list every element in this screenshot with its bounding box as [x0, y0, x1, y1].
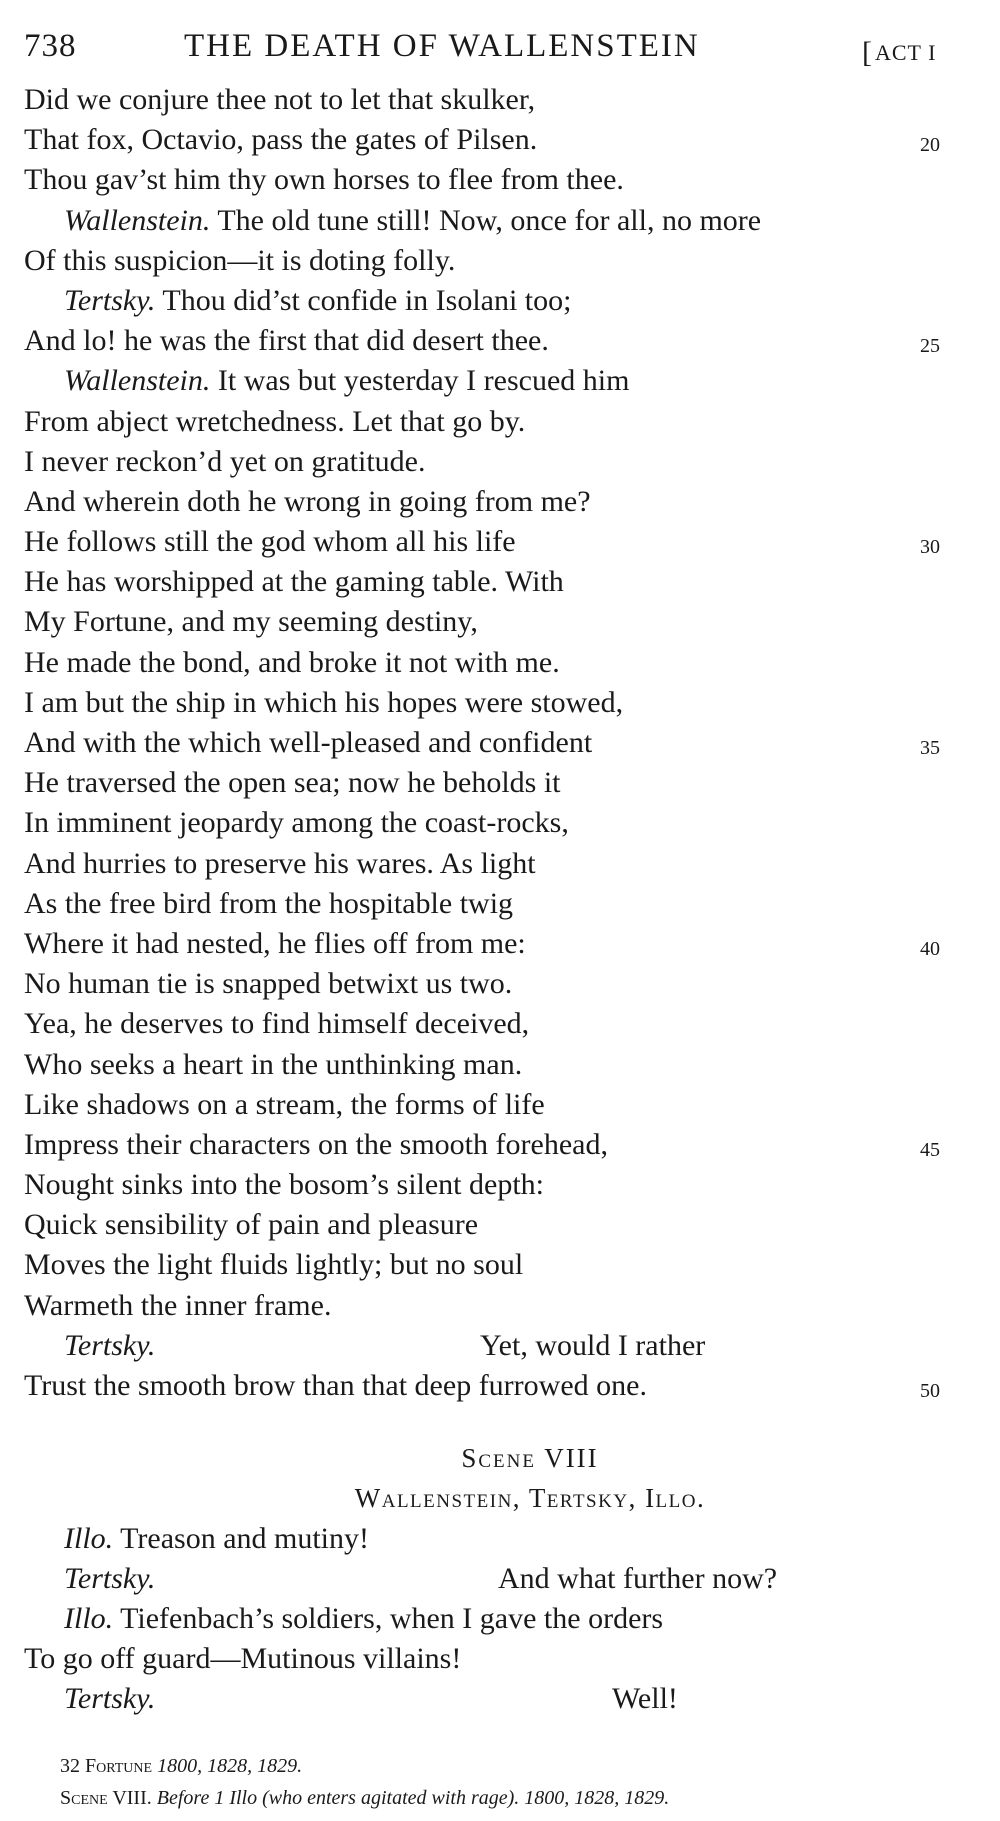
- verse-line: [0, 482, 1000, 522]
- line-text: Did we conjure thee not to let that skulker,: [24, 83, 536, 116]
- verse-line: [0, 1125, 1000, 1165]
- verse-line: [0, 1559, 1000, 1599]
- act-label: [ACT I: [862, 36, 937, 69]
- line-text: Thou gav’st him thy own horses to flee from thee.: [24, 163, 624, 197]
- line-number: 25: [920, 335, 940, 358]
- line-text: Tiefenbach’s soldiers, when I gave the orders: [113, 1601, 664, 1635]
- speaker-name: Tertsky.: [64, 283, 156, 317]
- verse-line: [0, 683, 1000, 723]
- running-title: THE DEATH OF WALLENSTEIN: [184, 28, 700, 64]
- line-text: Moves the light fluids lightly; but no soul: [24, 1248, 524, 1282]
- speaker-name: Illo.: [64, 1521, 114, 1555]
- line-text: Of this suspicion—it is doting folly.: [24, 243, 456, 277]
- line-text: I never reckon’d yet on gratitude.: [24, 444, 426, 478]
- line-content: [24, 1366, 647, 1406]
- line-continuation: And what further now?: [498, 1561, 778, 1595]
- line-text: And with the which well-pleased and confident: [24, 726, 593, 759]
- line-number: 35: [920, 737, 940, 759]
- line-number: 50: [920, 1380, 940, 1402]
- line-text: And lo! he was the first that did desert thee.: [24, 324, 549, 358]
- verse-line: [0, 402, 1000, 442]
- act-text: ACT I: [875, 40, 937, 65]
- verse-body: [0, 80, 1000, 1720]
- footnote-label: 32 Fortune: [60, 1755, 153, 1777]
- verse-line: [0, 80, 1000, 120]
- line-content: [64, 201, 761, 241]
- line-content: [64, 1326, 155, 1366]
- verse-lines: [0, 80, 1000, 1406]
- line-continuation: Well!: [612, 1682, 678, 1716]
- speaker-name: Wallenstein.: [64, 364, 211, 398]
- line-content: [24, 1639, 461, 1679]
- verse-line: [0, 602, 1000, 642]
- line-text: In imminent jeopardy among the coast-rocks,: [24, 806, 569, 840]
- footnote: [60, 1782, 960, 1814]
- speaker-name: Tertsky.: [64, 1561, 156, 1595]
- line-content: [24, 1165, 544, 1205]
- line-text: It was but yesterday I rescued him: [210, 364, 630, 398]
- line-number: 40: [920, 937, 940, 960]
- line-text: And wherein doth he wrong in going from me?: [24, 484, 591, 518]
- line-text: And hurries to preserve his wares. As light: [24, 846, 536, 880]
- line-content: [64, 1679, 155, 1719]
- line-content: [24, 683, 623, 723]
- verse-line: [0, 201, 1000, 241]
- verse-line: [0, 562, 1000, 602]
- verse-line: [0, 522, 1000, 562]
- line-content: [24, 562, 564, 602]
- line-content: [24, 80, 535, 120]
- line-content: [64, 1599, 663, 1639]
- line-content: [24, 160, 624, 200]
- line-continuation: Yet, would I rather: [480, 1328, 706, 1362]
- verse-line: [0, 1679, 1000, 1719]
- verse-line: [0, 321, 1000, 361]
- verse-line: [0, 1599, 1000, 1639]
- line-content: [24, 643, 560, 683]
- line-content: [24, 1004, 529, 1044]
- line-content: [64, 281, 571, 321]
- page-number: 738: [24, 28, 77, 64]
- line-content: [24, 482, 591, 522]
- verse-line: [0, 643, 1000, 683]
- line-content: [24, 844, 536, 884]
- verse-line: [0, 844, 1000, 884]
- line-text: That fox, Octavio, pass the gates of Pilsen.: [24, 123, 538, 157]
- line-text: Trust the smooth brow than that deep furrowed one.: [24, 1369, 647, 1402]
- line-content: [24, 924, 526, 964]
- line-content: [24, 321, 549, 361]
- line-content: [24, 241, 455, 281]
- line-content: [24, 884, 513, 924]
- verse-line: [0, 1004, 1000, 1044]
- line-text: Yea, he deserves to find himself deceived,: [24, 1007, 530, 1041]
- verse-line: [0, 1326, 1000, 1366]
- line-text: Impress their characters on the smooth forehead,: [24, 1127, 608, 1161]
- line-number: 20: [920, 134, 940, 157]
- verse-line: [0, 803, 1000, 843]
- scene-lines: [0, 1519, 1000, 1720]
- verse-line: [0, 1245, 1000, 1285]
- scene-heading: Scene VIII: [461, 1443, 599, 1474]
- line-text: I am but the ship in which his hopes were stowed,: [24, 685, 624, 719]
- line-text: He has worshipped at the gaming table. With: [24, 565, 564, 599]
- verse-line: [0, 1366, 1000, 1406]
- verse-line: [0, 723, 1000, 763]
- line-text: The old tune still! Now, once for all, no more: [210, 203, 762, 237]
- line-content: [24, 1125, 608, 1165]
- verse-line: [0, 1519, 1000, 1559]
- line-text: Who seeks a heart in the unthinking man.: [24, 1047, 523, 1081]
- verse-line: [0, 1085, 1000, 1125]
- verse-line: [0, 361, 1000, 401]
- line-text: He made the bond, and broke it not with me.: [24, 645, 560, 679]
- line-content: [24, 602, 478, 642]
- line-text: He follows still the god whom all his life: [24, 525, 516, 559]
- line-content: [24, 120, 537, 160]
- line-content: [24, 442, 426, 482]
- line-text: From abject wretchedness. Let that go by.: [24, 404, 526, 438]
- line-number: 45: [920, 1138, 940, 1161]
- verse-line: [0, 1639, 1000, 1679]
- line-content: [64, 361, 629, 401]
- verse-line: [0, 763, 1000, 803]
- verse-line: [0, 924, 1000, 964]
- line-content: [24, 1286, 331, 1326]
- line-text: Where it had nested, he flies off from me:: [24, 926, 526, 960]
- running-header: [24, 28, 954, 72]
- line-text: Warmeth the inner frame.: [24, 1288, 332, 1322]
- line-content: [64, 1519, 369, 1559]
- line-number: 30: [920, 536, 940, 559]
- line-content: [24, 402, 525, 442]
- footnote-text: Before 1 Illo (who enters agitated with rage). 1800, 1828, 1829.: [151, 1787, 670, 1809]
- footnotes: [60, 1750, 960, 1814]
- scene-characters: Wallenstein, Tertsky, Illo.: [354, 1483, 706, 1514]
- line-content: [24, 1085, 545, 1125]
- verse-line: [0, 884, 1000, 924]
- line-text: Thou did’st confide in Isolani too;: [155, 283, 572, 317]
- speaker-name: Tertsky.: [64, 1328, 156, 1362]
- line-content: [24, 1045, 522, 1085]
- line-content: [24, 964, 512, 1004]
- speaker-name: Tertsky.: [64, 1682, 156, 1716]
- verse-line: [0, 160, 1000, 200]
- line-text: No human tie is snapped betwixt us two.: [24, 967, 513, 1001]
- verse-line: [0, 1286, 1000, 1326]
- verse-line: [0, 1165, 1000, 1205]
- line-content: [24, 1245, 523, 1285]
- line-text: Like shadows on a stream, the forms of life: [24, 1087, 545, 1121]
- footnote-label: Scene VIII.: [60, 1787, 152, 1809]
- verse-line: [0, 120, 1000, 160]
- line-content: [24, 803, 569, 843]
- line-text: To go off guard—Mutinous villains!: [24, 1642, 462, 1676]
- verse-line: [0, 281, 1000, 321]
- line-text: Quick sensibility of pain and pleasure: [24, 1208, 479, 1242]
- verse-line: [0, 241, 1000, 281]
- line-content: [64, 1559, 155, 1599]
- line-content: [24, 763, 561, 803]
- line-text: Nought sinks into the bosom’s silent depth:: [24, 1168, 545, 1202]
- speaker-name: Wallenstein.: [64, 203, 211, 237]
- line-content: [24, 522, 516, 562]
- line-text: As the free bird from the hospitable twig: [24, 886, 514, 920]
- verse-line: [0, 1045, 1000, 1085]
- line-text: My Fortune, and my seeming destiny,: [24, 605, 478, 639]
- speaker-name: Illo.: [64, 1601, 114, 1635]
- verse-line: [0, 964, 1000, 1004]
- verse-line: [0, 442, 1000, 482]
- footnote-text: 1800, 1828, 1829.: [152, 1755, 303, 1777]
- footnote: [60, 1750, 960, 1782]
- line-content: [24, 1205, 478, 1245]
- verse-line: [0, 1205, 1000, 1245]
- line-text: Treason and mutiny!: [113, 1521, 370, 1555]
- line-content: [24, 723, 592, 763]
- line-text: He traversed the open sea; now he beholds it: [24, 766, 561, 800]
